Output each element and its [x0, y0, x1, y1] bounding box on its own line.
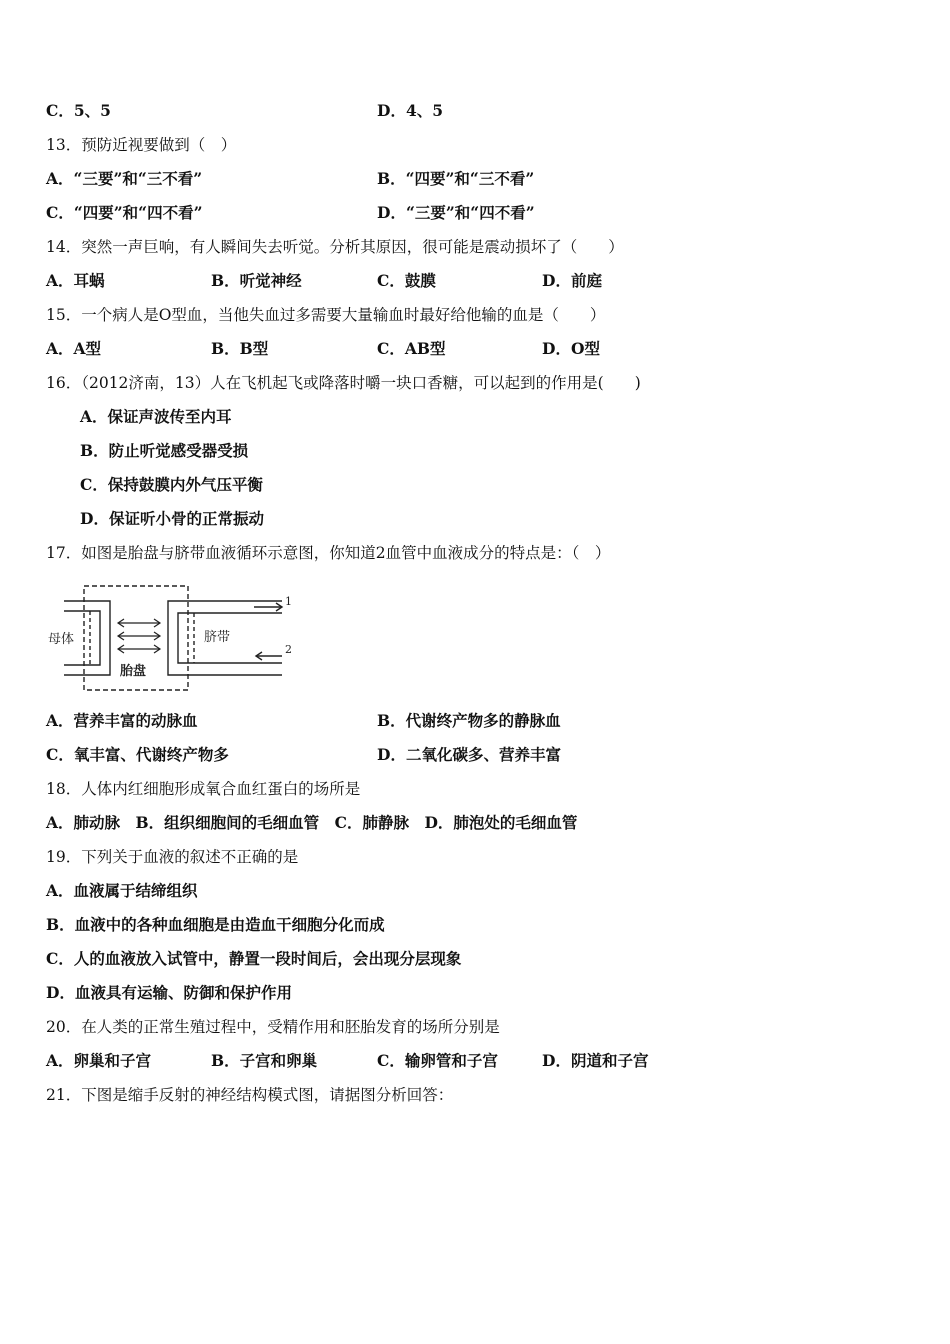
q15-stem: 15．一个病人是O型血，当他失血过多需要大量输血时最好给他输的血是（ ）	[46, 306, 606, 324]
q14-option-a: A．耳蜗	[46, 271, 105, 290]
label-vessel-1: 1	[285, 595, 292, 608]
q19-option-d: D．血液具有运输、防御和保护作用	[46, 983, 292, 1002]
q16-option-c: C．保持鼓膜内外气压平衡	[80, 475, 263, 494]
q15-option-b: B．B型	[211, 339, 269, 358]
q17-options-cd	[46, 745, 906, 765]
q15-option-d: D．O型	[542, 339, 600, 358]
q14-stem: 14．突然一声巨响，有人瞬间失去听觉。分析其原因，很可能是震动损坏了（ ）	[46, 238, 624, 256]
q20-options	[46, 1051, 906, 1071]
q20-option-b: B．子宫和卵巢	[211, 1051, 318, 1070]
q20-option-c: C．输卵管和子宫	[377, 1051, 498, 1070]
q17-option-a: A．营养丰富的动脉血	[46, 711, 198, 730]
q13-option-a: A．“三要”和“三不看”	[46, 169, 203, 188]
q21-stem: 21．下图是缩手反射的神经结构模式图，请据图分析回答：	[46, 1086, 454, 1104]
q19-option-b: B．血液中的各种血细胞是由造血干细胞分化而成	[46, 915, 385, 934]
q16-stem: 16．（2012济南，13）人在飞机起飞或降落时嚼一块口香糖，可以起到的作用是( )	[46, 374, 641, 392]
q18-stem: 18．人体内红细胞形成氧合血红蛋白的场所是	[46, 780, 361, 798]
q19-option-c: C．人的血液放入试管中，静置一段时间后，会出现分层现象	[46, 949, 462, 968]
q12-options	[46, 101, 906, 121]
q13-stem: 13．预防近视要做到（ ）	[46, 136, 237, 154]
q17-option-d: D．二氧化碳多、营养丰富	[377, 745, 561, 764]
q15-option-c: C．AB型	[377, 339, 446, 358]
q14-option-c: C．鼓膜	[377, 271, 436, 290]
label-mother: 母体	[48, 632, 75, 647]
q20-option-a: A．卵巢和子宫	[46, 1051, 152, 1070]
q13-option-c: C．“四要”和“四不看”	[46, 203, 203, 222]
q16-option-b: B．防止听觉感受器受损	[80, 441, 249, 460]
q16-option-d: D．保证听小骨的正常振动	[80, 509, 264, 528]
q13-options-ab	[46, 169, 906, 189]
q14-options	[46, 271, 906, 291]
q17-option-b: B．代谢终产物多的静脉血	[377, 711, 561, 730]
q17-option-c: C．氧丰富、代谢终产物多	[46, 745, 229, 764]
q20-stem: 20．在人类的正常生殖过程中，受精作用和胚胎发育的场所分别是	[46, 1018, 500, 1036]
q12-option-c: C．5、5	[46, 101, 111, 120]
q20-option-d: D．阴道和子宫	[542, 1051, 649, 1070]
q13-option-b: B．“四要”和“三不看”	[377, 169, 535, 188]
q18-options: A．肺动脉 B．组织细胞间的毛细血管 C．肺静脉 D．肺泡处的毛细血管	[46, 813, 578, 832]
placenta-cord-diagram	[44, 583, 300, 695]
q13-options-cd	[46, 203, 906, 223]
label-placenta: 胎盘	[120, 664, 147, 679]
q17-stem: 17．如图是胎盘与脐带血液循环示意图，你知道2血管中血液成分的特点是：（ ）	[46, 544, 611, 562]
q12-option-d: D．4、5	[377, 101, 444, 120]
q19-stem: 19．下列关于血液的叙述不正确的是	[46, 848, 299, 866]
q16-option-a: A．保证声波传至内耳	[80, 407, 232, 426]
q14-option-d: D．前庭	[542, 271, 602, 290]
q17-options-ab	[46, 711, 906, 731]
q14-option-b: B．听觉神经	[211, 271, 302, 290]
q13-option-d: D．“三要”和“四不看”	[377, 203, 535, 222]
q15-option-a: A．A型	[46, 339, 102, 358]
q15-options	[46, 339, 906, 359]
label-vessel-2: 2	[285, 643, 292, 656]
label-cord: 脐带	[204, 630, 231, 645]
q19-option-a: A．血液属于结缔组织	[46, 881, 198, 900]
